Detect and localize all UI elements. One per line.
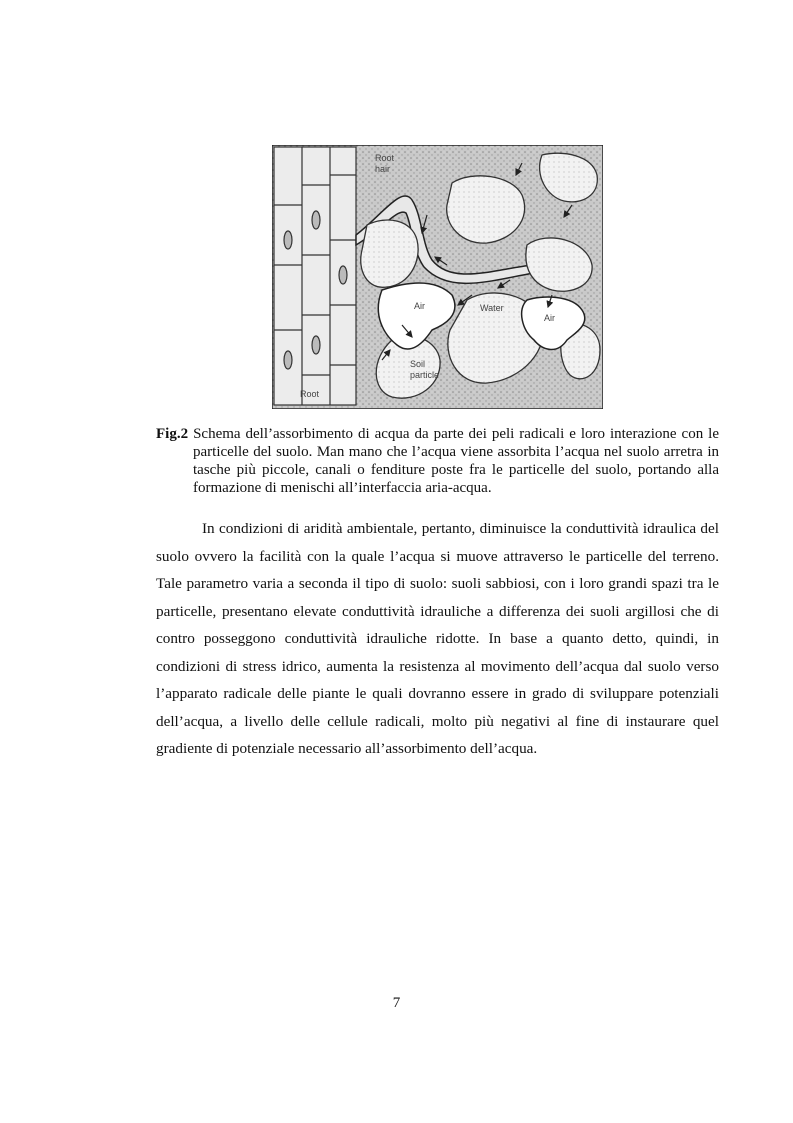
label-soil-particle-2: particle [410,370,440,380]
figure-root-hair-soil-diagram [272,145,603,409]
label-root-hair-2: hair [375,164,391,174]
figure-caption [156,425,719,497]
label-air-left: Air [414,301,425,311]
label-root-hair-1: Root [375,153,395,163]
label-water: Water [480,303,504,313]
caption-paragraph [156,425,719,497]
caption-label: Fig.2 [156,426,189,442]
caption-text: Schema dell’assorbimento di acqua da parte dei peli radicali e loro interazione con le particelle del suolo. Man mano che l’acqua viene assorbita l’acqua nel suolo arretra in tasche più piccole, canali o fenditure poste fra le particelle del suolo, portando alla formazione di menischi all’interfaccia aria-acqua. [193,426,719,496]
body-paragraph [156,515,719,763]
label-air-right: Air [544,313,555,323]
label-root: Root [300,389,320,399]
page-number: 7 [392,995,401,1011]
diagram-svg [272,145,603,409]
label-soil-particle-1: Soil [410,359,426,369]
root-cells [274,147,356,405]
body-paragraph-text: In condizioni di aridità ambientale, pertanto, diminuisce la conduttività idraulica del suolo ovvero la facilità con la quale l’acqua si muove attraverso le particelle del terreno. Tale parametro varia a seconda il tipo di suolo: suoli sabbiosi, con i loro grandi spazi tra le particelle, presentano elevate conduttività idrauliche a differenza dei suoli argillosi che di contro posseggono conduttività idrauliche ridotte. In base a quanto detto, quindi, in condizioni di stress idrico, aumenta la resistenza al movimento dell’acqua dal suolo verso l’apparato radicale delle piante le quali dovranno essere in grado di sviluppare potenziali dell’acqua, a livello delle cellule radicali, molto più negativi al fine di instaurare quel gradiente di potenziale necessario all’assorbimento dell’acqua. [156,520,719,757]
